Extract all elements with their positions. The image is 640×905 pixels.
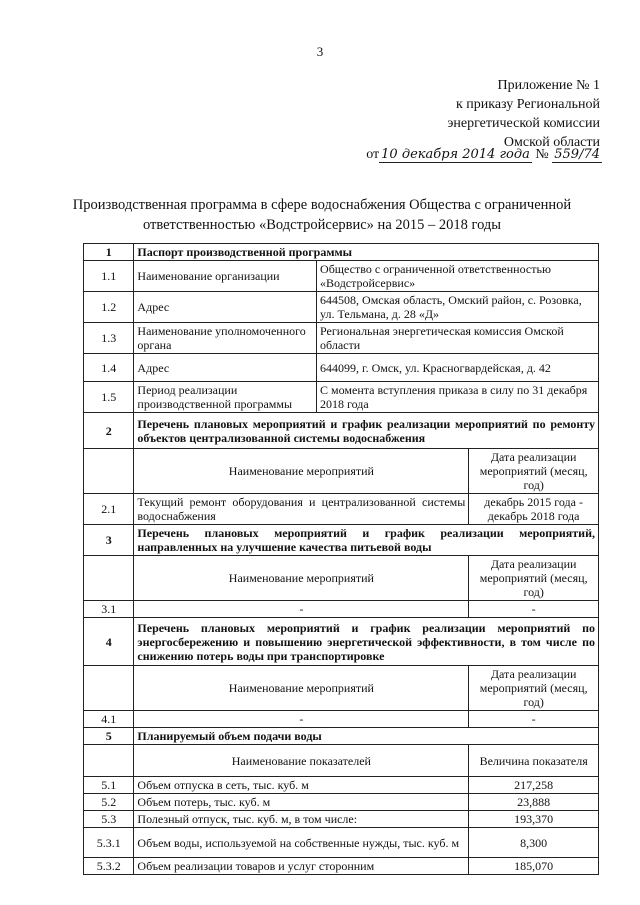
column-header-date: Дата реализации мероприятий (месяц, год) (469, 556, 599, 601)
row-number: 5.3 (84, 811, 134, 828)
row-number: 1.5 (84, 382, 134, 413)
row-value: Региональная энергетическая комиссия Омской области (317, 323, 599, 354)
row-number: 1.1 (84, 261, 134, 292)
table-row (84, 794, 599, 811)
section-number: 4 (84, 618, 134, 666)
row-name: Объем воды, используемой на собственные нужды, тыс. куб. м (134, 828, 469, 858)
annex-line-1: Приложение № 1 (497, 78, 600, 93)
row-value: 185,070 (469, 858, 599, 875)
row-name: - (134, 711, 469, 728)
annex-line-3: энергетической комиссии (447, 116, 600, 131)
column-header-date: Дата реализации мероприятий (месяц, год) (469, 666, 599, 711)
order-date-handwritten: 10 декабря 2014 года (381, 147, 530, 162)
order-number-prefix: № (535, 147, 549, 162)
section-heading: Перечень плановых мероприятий и график реализации мероприятий, направленных на улучшение качества питьевой воды (134, 525, 599, 556)
order-number-handwritten: 559/74 (554, 147, 600, 162)
row-label: Период реализации производственной программы (134, 382, 317, 413)
row-date: - (469, 711, 599, 728)
section-heading: Планируемый объем подачи воды (134, 728, 599, 745)
section-number: 3 (84, 525, 134, 556)
section-4-header (84, 618, 599, 666)
table-row (84, 811, 599, 828)
row-name: Текущий ремонт оборудования и централизованной системы водоснабжения (134, 494, 469, 525)
table-row (84, 858, 599, 875)
row-number: 1.3 (84, 323, 134, 354)
order-date-prefix: от (366, 147, 380, 162)
row-value: 193,370 (469, 811, 599, 828)
section-3-column-header (84, 556, 599, 601)
annex-line-4: Омской области (503, 135, 600, 150)
row-value: 644099, г. Омск, ул. Красногвардейская, д. 42 (317, 354, 599, 382)
section-2-header (84, 413, 599, 449)
section-3-header (84, 525, 599, 556)
section-heading: Паспорт производственной программы (134, 244, 599, 261)
row-value: 217,258 (469, 777, 599, 794)
table-row (84, 711, 599, 728)
column-header-name: Наименование мероприятий (134, 449, 469, 494)
page-number: 3 (316, 44, 324, 59)
row-label: Наименование уполномоченного органа (134, 323, 317, 354)
table-row (84, 261, 599, 292)
table-row (84, 601, 599, 618)
column-header-value: Величина показателя (469, 745, 599, 777)
row-number: 2.1 (84, 494, 134, 525)
row-name: Объем реализации товаров и услуг сторонним (134, 858, 469, 875)
order-date-number (366, 147, 602, 163)
section-number: 2 (84, 413, 134, 449)
column-header-name: Наименование показателей (134, 745, 469, 777)
section-number: 5 (84, 728, 134, 745)
section-1-header (84, 244, 599, 261)
row-number: 1.4 (84, 354, 134, 382)
annex-line-2: к приказу Региональной (455, 97, 600, 112)
table-row (84, 777, 599, 794)
section-heading: Перечень плановых мероприятий и график реализации мероприятий по энергосбережению и повышению энергетической эффективности, в том числе по снижению потерь воды при транспортировке (134, 618, 599, 666)
row-number: 5.2 (84, 794, 134, 811)
column-header-name: Наименование мероприятий (134, 556, 469, 601)
row-name: Объем отпуска в сеть, тыс. куб. м (134, 777, 469, 794)
row-name: - (134, 601, 469, 618)
row-name: Объем потерь, тыс. куб. м (134, 794, 469, 811)
row-date: декабрь 2015 года - декабрь 2018 года (469, 494, 599, 525)
row-date: - (469, 601, 599, 618)
annex-header (447, 76, 600, 152)
row-number: 5.1 (84, 777, 134, 794)
row-label: Наименование организации (134, 261, 317, 292)
section-number: 1 (84, 244, 134, 261)
row-value: 8,300 (469, 828, 599, 858)
row-value: 644508, Омская область, Омский район, с. Розовка, ул. Тельмана, д. 28 «Д» (317, 292, 599, 323)
row-number: 5.3.2 (84, 858, 134, 875)
section-2-column-header (84, 449, 599, 494)
row-number: 5.3.1 (84, 828, 134, 858)
table-row (84, 828, 599, 858)
row-label: Адрес (134, 292, 317, 323)
column-header-name: Наименование мероприятий (134, 666, 469, 711)
row-value: С момента вступления приказа в силу по 31 декабря 2018 года (317, 382, 599, 413)
table-row (84, 292, 599, 323)
table-row (84, 323, 599, 354)
section-5-header (84, 728, 599, 745)
row-number: 4.1 (84, 711, 134, 728)
column-header-date: Дата реализации мероприятий (месяц, год) (469, 449, 599, 494)
section-5-column-header (84, 745, 599, 777)
row-number: 1.2 (84, 292, 134, 323)
table-row (84, 382, 599, 413)
section-4-column-header (84, 666, 599, 711)
section-heading: Перечень плановых мероприятий и график реализации мероприятий по ремонту объектов централизованной системы водоснабжения (134, 413, 599, 449)
table-row (84, 494, 599, 525)
row-label: Адрес (134, 354, 317, 382)
row-value: Общество с ограниченной ответственностью «Водстройсервис» (317, 261, 599, 292)
production-program-table (83, 243, 599, 875)
document-title: Производственная программа в сфере водоснабжения Общества с ограниченной ответственностью «Водстройсервис» на 2015 – 2018 годы (72, 197, 572, 233)
table-row (84, 354, 599, 382)
row-value: 23,888 (469, 794, 599, 811)
row-number: 3.1 (84, 601, 134, 618)
row-name: Полезный отпуск, тыс. куб. м, в том числе: (134, 811, 469, 828)
